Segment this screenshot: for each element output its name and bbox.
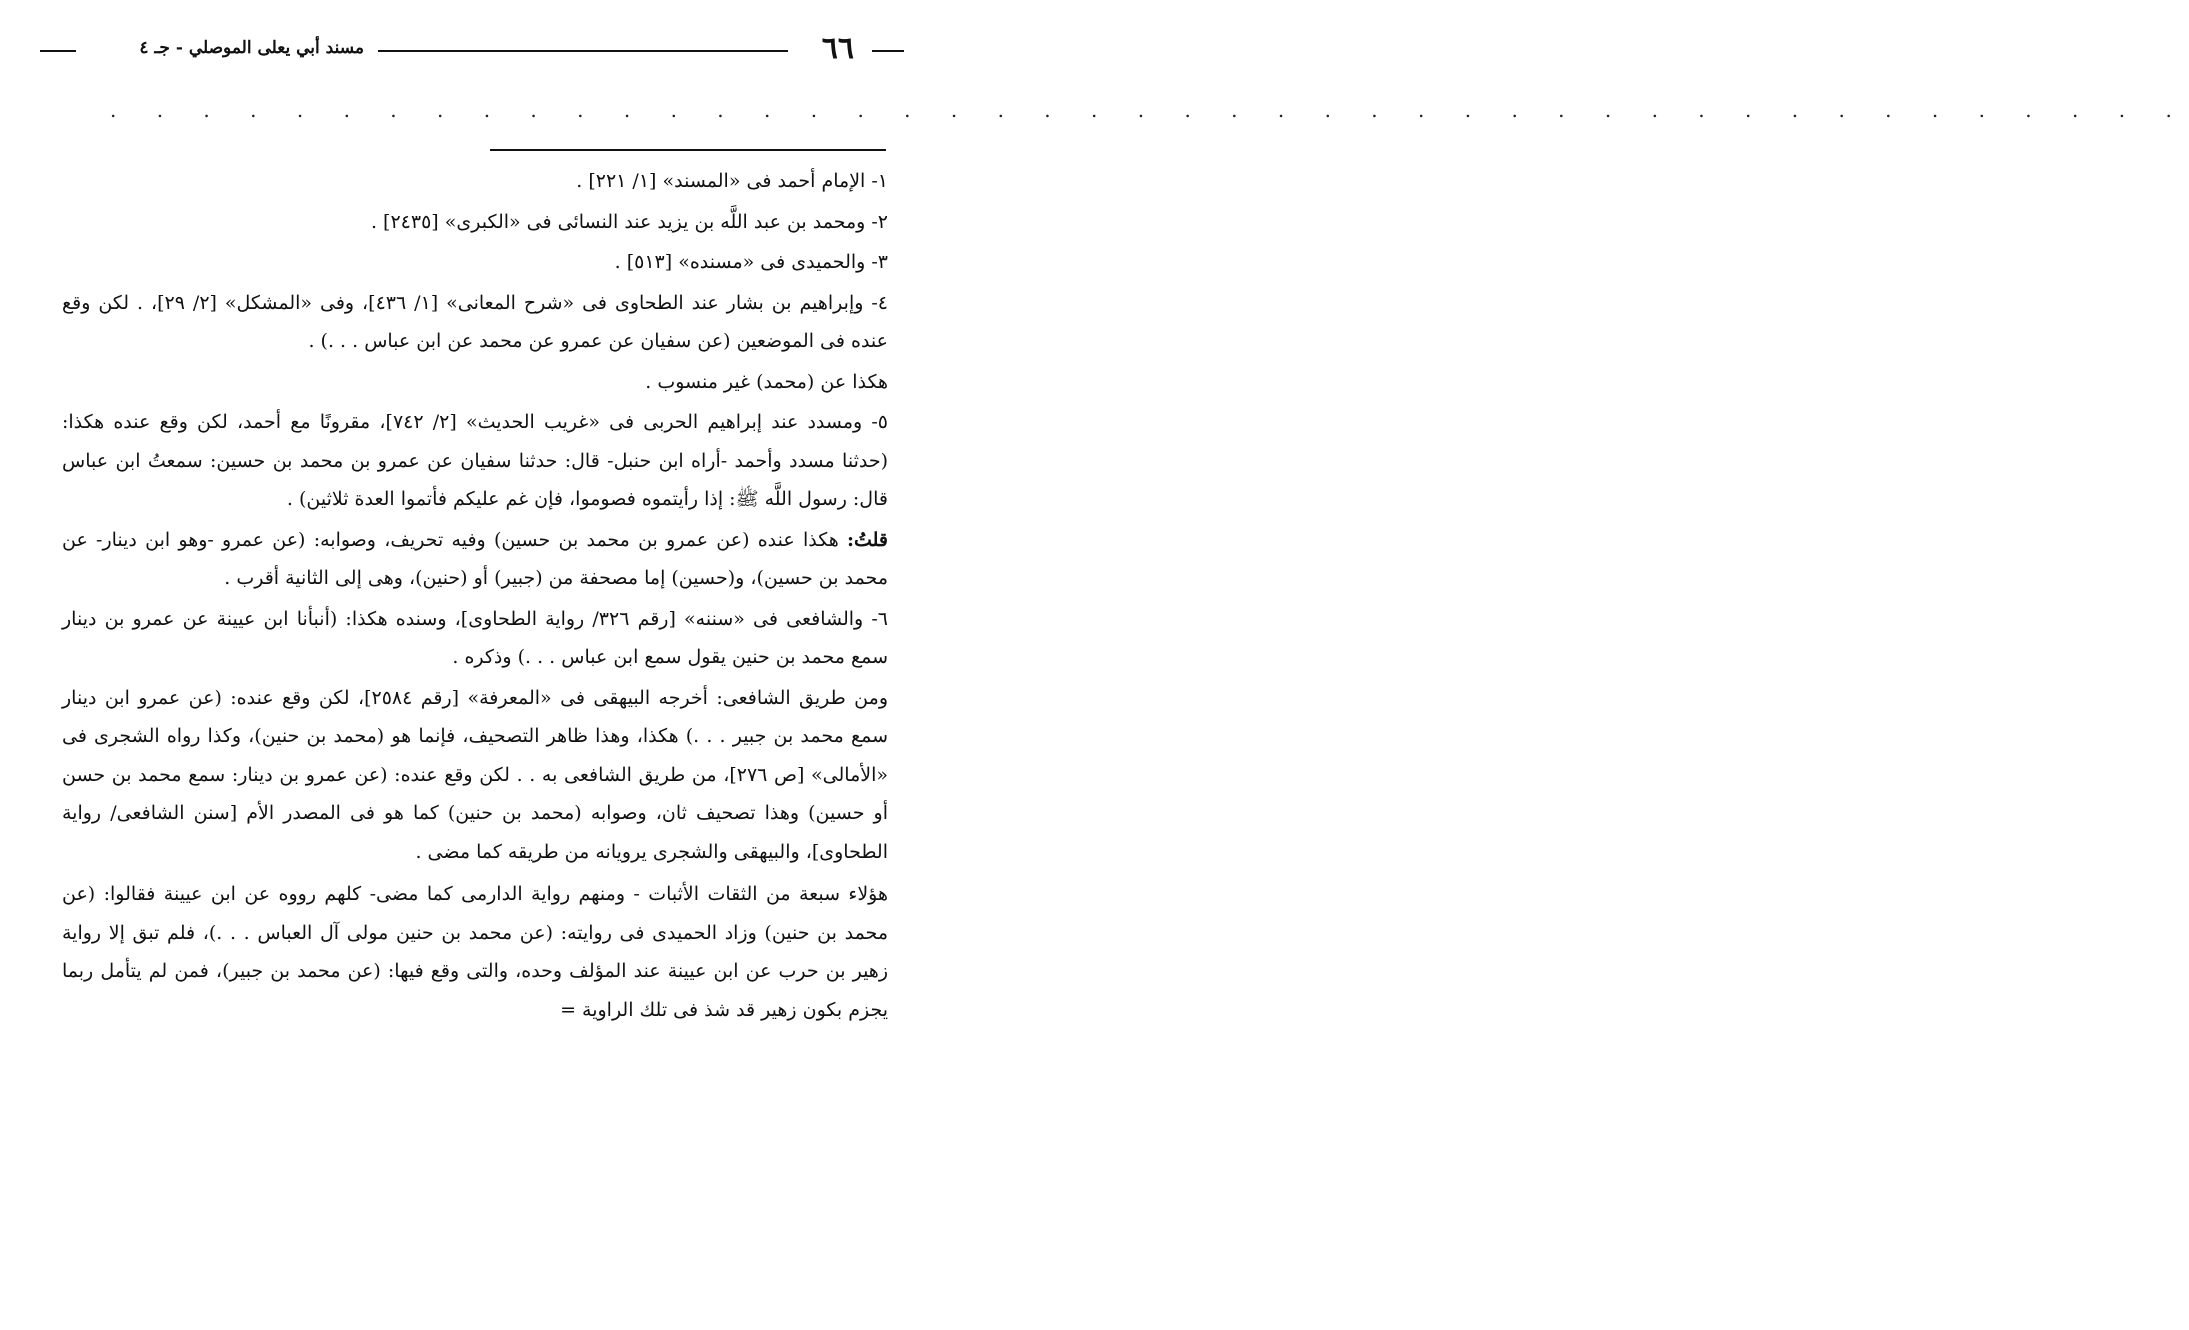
page-header [40,28,912,72]
summary-paragraph: هؤلاء سبعة من الثقات الأثبات - ومنهم رواية الدارمى كما مضى- كلهم رووه عن ابن عيينة فقالوا: (عن محمد بن حنين) وزاد الحميدى فى روايته: (عن محمد بن حنين مولى آل العباس . . .)، فلم تبق إلا رواية زهير بن حرب عن ابن عيينة عند المؤلف وحده، والتى وقع فيها: (عن محمد بن جبير)، فمن لم يتأمل ربما يجزم بكون زهير قد شذ فى تلك الراوية = [62,883,888,1021]
header-dash-left [40,50,76,52]
page-number: ٦٦ [821,31,854,66]
footnote-item-1: ١- الإمام أحمد فى «المسند» [١/ ٢٢١] . [576,170,888,192]
separator-dots: . . . . . . . . . . . . . . . . . . . . . . . . . . . . . . . . . . . . . . . . . . . . . [110,98,2189,122]
header-rule [378,50,788,52]
footnote-item-4: ٤- وإبراهيم بن بشار عند الطحاوى فى «شرح المعانى» [١/ ٤٣٦]، وفى «المشكل» [٢/ ٢٩]، . لكن وقع عنده فى الموضعين (عن سفيان عن عمرو عن محمد عن ابن عباس . . .) . [62,291,888,352]
commentary-text: هكذا عنده (عن عمرو بن محمد بن حسين) وفيه تحريف، وصوابه: (عن عمرو -وهو ابن دينار- عن محمد بن حسين)، و(حسين) إما مصحفة من (جبير) أو (حنين)، وهى إلى الثانية أقرب . [62,528,888,589]
footnote-item-5: ٥- ومسدد عند إبراهيم الحربى فى «غريب الحديث» [٢/ ٧٤٢]، مقرونًا مع أحمد، لكن وقع عنده هكذا: (حدثنا مسدد وأحمد -أراه ابن حنبل- قال: حدثنا سفيان عن عمرو بن محمد بن حسين: سمعتُ ابن عباس قال: رسول اللَّه ﷺ: إذا رأيتموه فصوموا، فإن غم عليكم فأتموا العدة ثلاثين) . [62,411,888,510]
header-dash-right [872,50,904,52]
running-title: مسند أبي يعلى الموصلي - جـ ٤ [139,38,364,58]
footnote-item-6: ٦- والشافعى فى «سننه» [رقم ٣٢٦/ رواية الطحاوى]، وسنده هكذا: (أنبأنا ابن عيينة عن عمرو بن دينار سمع محمد بن حنين يقول سمع ابن عباس . . .) وذكره . [62,607,888,668]
commentary-paragraph [62,521,888,598]
footnote-body [62,162,888,1031]
footnote-rule [490,149,886,151]
shafii-route-paragraph: ومن طريق الشافعى: أخرجه البيهقى فى «المعرفة» [رقم ٢٥٨٤]، لكن وقع عنده: (عن عمرو ابن دينار سمع محمد بن جبير . . .) هكذا، وهذا ظاهر التصحيف، فإنما هو (محمد بن حنين)، وكذا رواه الشجرى فى «الأمالى» [ص ٢٧٦]، من طريق الشافعى به . . لكن وقع عنده: (عن عمرو بن دينار: سمع محمد بن حسن أو حسين) وهذا تصحيف ثان، وصوابه (محمد بن حنين) كما هو فى المصدر الأم [سنن الشافعى/ رواية الطحاوى]، والبيهقى والشجرى يرويانه من طريقه كما مضى . [62,686,888,863]
qultu-label: قلتُ: [846,528,888,551]
footnote-item-3: ٣- والحميدى فى «مسنده» [٥١٣] . [614,251,888,273]
footnote-item-4-note: هكذا عن (محمد) غير منسوب . [645,370,888,393]
footnote-item-2: ٢- ومحمد بن عبد اللَّه بن يزيد عند النسائى فى «الكبرى» [٢٤٣٥] . [370,210,888,233]
